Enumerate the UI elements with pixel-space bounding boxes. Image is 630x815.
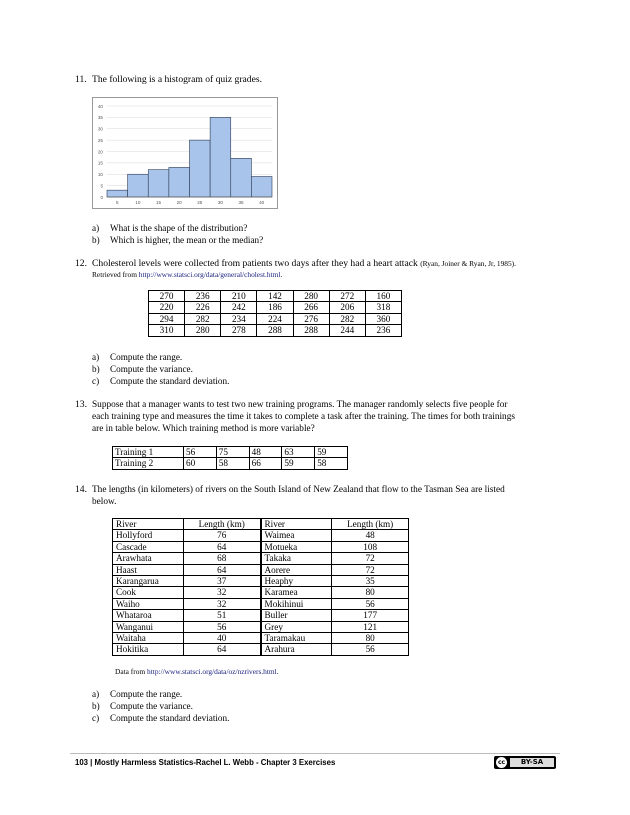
river-length: 108: [332, 541, 409, 552]
table-cell: 142: [257, 291, 293, 302]
river-length: 32: [183, 598, 260, 609]
table-cell: 58: [315, 458, 348, 469]
table-cell: 63: [282, 447, 315, 458]
page-footer: 103 | Mostly Harmless Statistics-Rachel L. Webb - Chapter 3 Exercises: [75, 758, 336, 767]
table-cell: 318: [365, 302, 401, 313]
histogram-bar: [210, 117, 231, 197]
river-name: Whataroa: [113, 610, 184, 621]
table-cell: 75: [216, 447, 249, 458]
histogram-bar: [107, 190, 128, 197]
q12-sub-a-text: Compute the range.: [110, 352, 183, 362]
table-row: [113, 633, 409, 644]
river-name: Wanganui: [113, 621, 184, 632]
x-tick-label: 15: [156, 200, 162, 205]
table-cell: 244: [329, 325, 365, 336]
river-length: 72: [332, 553, 409, 564]
river-name: Heaphy: [261, 576, 332, 587]
histogram-bar: [251, 177, 272, 197]
river-name: Arawhata: [113, 553, 184, 564]
q12-citation: (Ryan, Joiner & Ryan, Jr, 1985).: [420, 259, 516, 268]
table-cell: 360: [365, 313, 401, 324]
x-tick-label: 40: [259, 200, 265, 205]
rivers-table: [112, 518, 409, 656]
table-cell: 66: [249, 458, 282, 469]
river-length: 40: [183, 633, 260, 644]
q14-data-prefix: Data from: [115, 667, 148, 676]
table-cell: 272: [329, 291, 365, 302]
histogram-bar: [148, 170, 169, 197]
y-tick-label: 30: [97, 126, 103, 132]
table-header-row: [113, 519, 409, 530]
y-tick-label: 5: [100, 183, 103, 189]
river-length: 80: [332, 587, 409, 598]
river-name: Karangarua: [113, 576, 184, 587]
q12-retrieved: [92, 269, 562, 281]
table-cell: 294: [149, 313, 185, 324]
q11-sub-b-letter: b): [92, 235, 100, 245]
river-length: 56: [332, 644, 409, 655]
river-name: Hollyford: [113, 530, 184, 541]
table-cell: 59: [315, 447, 348, 458]
q14-sub-b-text: Compute the variance.: [110, 701, 193, 711]
q12-sub-b: [92, 363, 193, 375]
river-name: Aorere: [261, 564, 332, 575]
q14-number: 14.: [75, 484, 87, 495]
histogram-bar: [128, 174, 149, 197]
q11-sub-b: [92, 234, 263, 246]
table-row: [113, 621, 409, 632]
table-cell: 160: [365, 291, 401, 302]
q11-sub-a-letter: a): [92, 223, 100, 233]
table-row: [149, 313, 402, 324]
q14-sub-c: [92, 712, 229, 724]
q13-number: 13.: [75, 399, 87, 410]
table-row: [149, 302, 402, 313]
training-table: [112, 446, 348, 470]
x-tick-label: 20: [176, 200, 182, 205]
y-tick-label: 40: [97, 103, 103, 109]
river-name: Karamea: [261, 587, 332, 598]
column-header: Length (km): [332, 519, 409, 530]
q12-retrieved-suffix: .: [280, 270, 283, 279]
river-length: 177: [332, 610, 409, 621]
column-header: Length (km): [183, 519, 260, 530]
table-cell: 56: [184, 447, 217, 458]
river-length: 80: [332, 633, 409, 644]
row-label: Training 2: [113, 458, 184, 469]
table-cell: 270: [149, 291, 185, 302]
y-tick-label: 20: [97, 149, 103, 155]
river-name: Cook: [113, 587, 184, 598]
y-tick-label: 15: [97, 160, 103, 166]
table-cell: 280: [293, 291, 329, 302]
table-cell: 59: [282, 458, 315, 469]
histogram-bar: [190, 140, 211, 197]
y-tick-label: 10: [97, 172, 103, 178]
x-tick-label: 35: [238, 200, 244, 205]
quiz-grade-histogram: [92, 97, 278, 209]
river-length: 35: [332, 576, 409, 587]
q14-sub-c-text: Compute the standard deviation.: [110, 713, 230, 723]
river-length: 51: [183, 610, 260, 621]
table-row: [149, 291, 402, 302]
river-name: Waitaha: [113, 633, 184, 644]
table-cell: 186: [257, 302, 293, 313]
table-cell: 220: [149, 302, 185, 313]
q13-line2: each training type and measures the time it takes to complete a task after the training. The times for both trainings: [92, 412, 515, 422]
table-cell: 206: [329, 302, 365, 313]
q12-sub-b-letter: b): [92, 364, 100, 374]
x-tick-label: 30: [217, 200, 223, 205]
license-text: BY-SA: [510, 758, 554, 767]
table-cell: 278: [221, 325, 257, 336]
table-cell: 224: [257, 313, 293, 324]
q12-retrieved-prefix: Retrieved from: [92, 270, 139, 279]
river-length: 64: [183, 564, 260, 575]
river-name: Buller: [261, 610, 332, 621]
table-row: [113, 458, 348, 469]
q12-sub-c: [92, 375, 229, 387]
x-tick-label: 10: [135, 200, 141, 205]
histogram-bar: [169, 167, 190, 197]
table-cell: 226: [185, 302, 221, 313]
river-length: 72: [332, 564, 409, 575]
footer-divider: [70, 753, 560, 754]
table-row: [113, 644, 409, 655]
river-length: 68: [183, 553, 260, 564]
river-length: 64: [183, 541, 260, 552]
q14-data-suffix: .: [276, 667, 279, 676]
river-name: Taramakau: [261, 633, 332, 644]
table-cell: 242: [221, 302, 257, 313]
q14-sub-a: [92, 688, 182, 700]
river-length: 37: [183, 576, 260, 587]
table-row: [113, 610, 409, 621]
table-cell: 288: [257, 325, 293, 336]
table-cell: 234: [221, 313, 257, 324]
q12-sub-c-letter: c): [92, 376, 100, 386]
river-name: Grey: [261, 621, 332, 632]
table-row: [113, 530, 409, 541]
table-row: [113, 564, 409, 575]
q11-sub-a-text: What is the shape of the distribution?: [110, 223, 248, 233]
table-row: [113, 541, 409, 552]
q14-data-source: [115, 667, 279, 676]
q14-sub-b-letter: b): [92, 701, 100, 711]
river-length: 56: [332, 598, 409, 609]
q14-sub-b: [92, 700, 193, 712]
histogram-bar: [231, 158, 252, 197]
river-name: Arahura: [261, 644, 332, 655]
x-tick-label: 5: [116, 200, 119, 205]
q14-line1: The lengths (in kilometers) of rivers on the South Island of New Zealand that flow to the Tasman Sea are listed: [92, 485, 505, 495]
y-tick-label: 25: [97, 137, 103, 143]
river-name: Motueka: [261, 541, 332, 552]
river-length: 56: [183, 621, 260, 632]
table-row: [113, 576, 409, 587]
river-length: 48: [332, 530, 409, 541]
river-length: 32: [183, 587, 260, 598]
q11-number: 11.: [75, 74, 87, 85]
table-row: [113, 587, 409, 598]
river-length: 121: [332, 621, 409, 632]
q14-line2: below.: [92, 497, 117, 507]
table-cell: 276: [293, 313, 329, 324]
river-name: Cascade: [113, 541, 184, 552]
table-cell: 310: [149, 325, 185, 336]
q12-text-body: Cholesterol levels were collected from patients two days after they had a heart attack: [92, 258, 418, 269]
q14-data-link[interactable]: http://www.statsci.org/data/oz/nzrivers.html: [147, 667, 277, 676]
q12-retrieved-link[interactable]: http://www.statsci.org/data/general/cholest.html: [138, 270, 281, 279]
y-tick-label: 35: [97, 115, 103, 121]
q14-sub-a-text: Compute the range.: [110, 689, 183, 699]
q13-line3: are in table below. Which training method is more variable?: [92, 424, 315, 434]
table-cell: 236: [365, 325, 401, 336]
q11-text: The following is a histogram of quiz grades.: [92, 74, 262, 85]
table-cell: 60: [184, 458, 217, 469]
table-row: [149, 325, 402, 336]
table-cell: 282: [329, 313, 365, 324]
cholesterol-table: [148, 290, 402, 337]
river-name: Takaka: [261, 553, 332, 564]
table-cell: 236: [185, 291, 221, 302]
table-cell: 48: [249, 447, 282, 458]
x-tick-label: 25: [197, 200, 203, 205]
river-name: Waimea: [261, 530, 332, 541]
q12-sub-b-text: Compute the variance.: [110, 364, 193, 374]
river-name: Mokihinui: [261, 598, 332, 609]
table-row: [113, 447, 348, 458]
table-cell: 282: [185, 313, 221, 324]
table-cell: 58: [216, 458, 249, 469]
river-name: Haast: [113, 564, 184, 575]
q12-sub-a-letter: a): [92, 352, 100, 362]
column-header: River: [113, 519, 184, 530]
cc-license-badge: [494, 756, 556, 769]
q13-line1: Suppose that a manager wants to test two new training programs. The manager randomly selects five people for: [92, 400, 508, 410]
q12-sub-a: [92, 351, 182, 363]
cc-icon: cc: [497, 759, 506, 766]
table-row: [113, 598, 409, 609]
q12-number: 12.: [75, 258, 87, 269]
table-row: [113, 553, 409, 564]
row-label: Training 1: [113, 447, 184, 458]
column-header: River: [261, 519, 332, 530]
y-tick-label: 0: [100, 194, 103, 200]
table-cell: 210: [221, 291, 257, 302]
river-name: Waiho: [113, 598, 184, 609]
q12-sub-c-text: Compute the standard deviation.: [110, 376, 230, 386]
table-cell: 266: [293, 302, 329, 313]
q11-sub-a: [92, 222, 247, 234]
q14-sub-c-letter: c): [92, 713, 100, 723]
table-cell: 288: [293, 325, 329, 336]
table-cell: 280: [185, 325, 221, 336]
river-length: 76: [183, 530, 260, 541]
q11-sub-b-text: Which is higher, the mean or the median?: [110, 235, 264, 245]
river-length: 64: [183, 644, 260, 655]
q14-sub-a-letter: a): [92, 689, 100, 699]
river-name: Hokitika: [113, 644, 184, 655]
